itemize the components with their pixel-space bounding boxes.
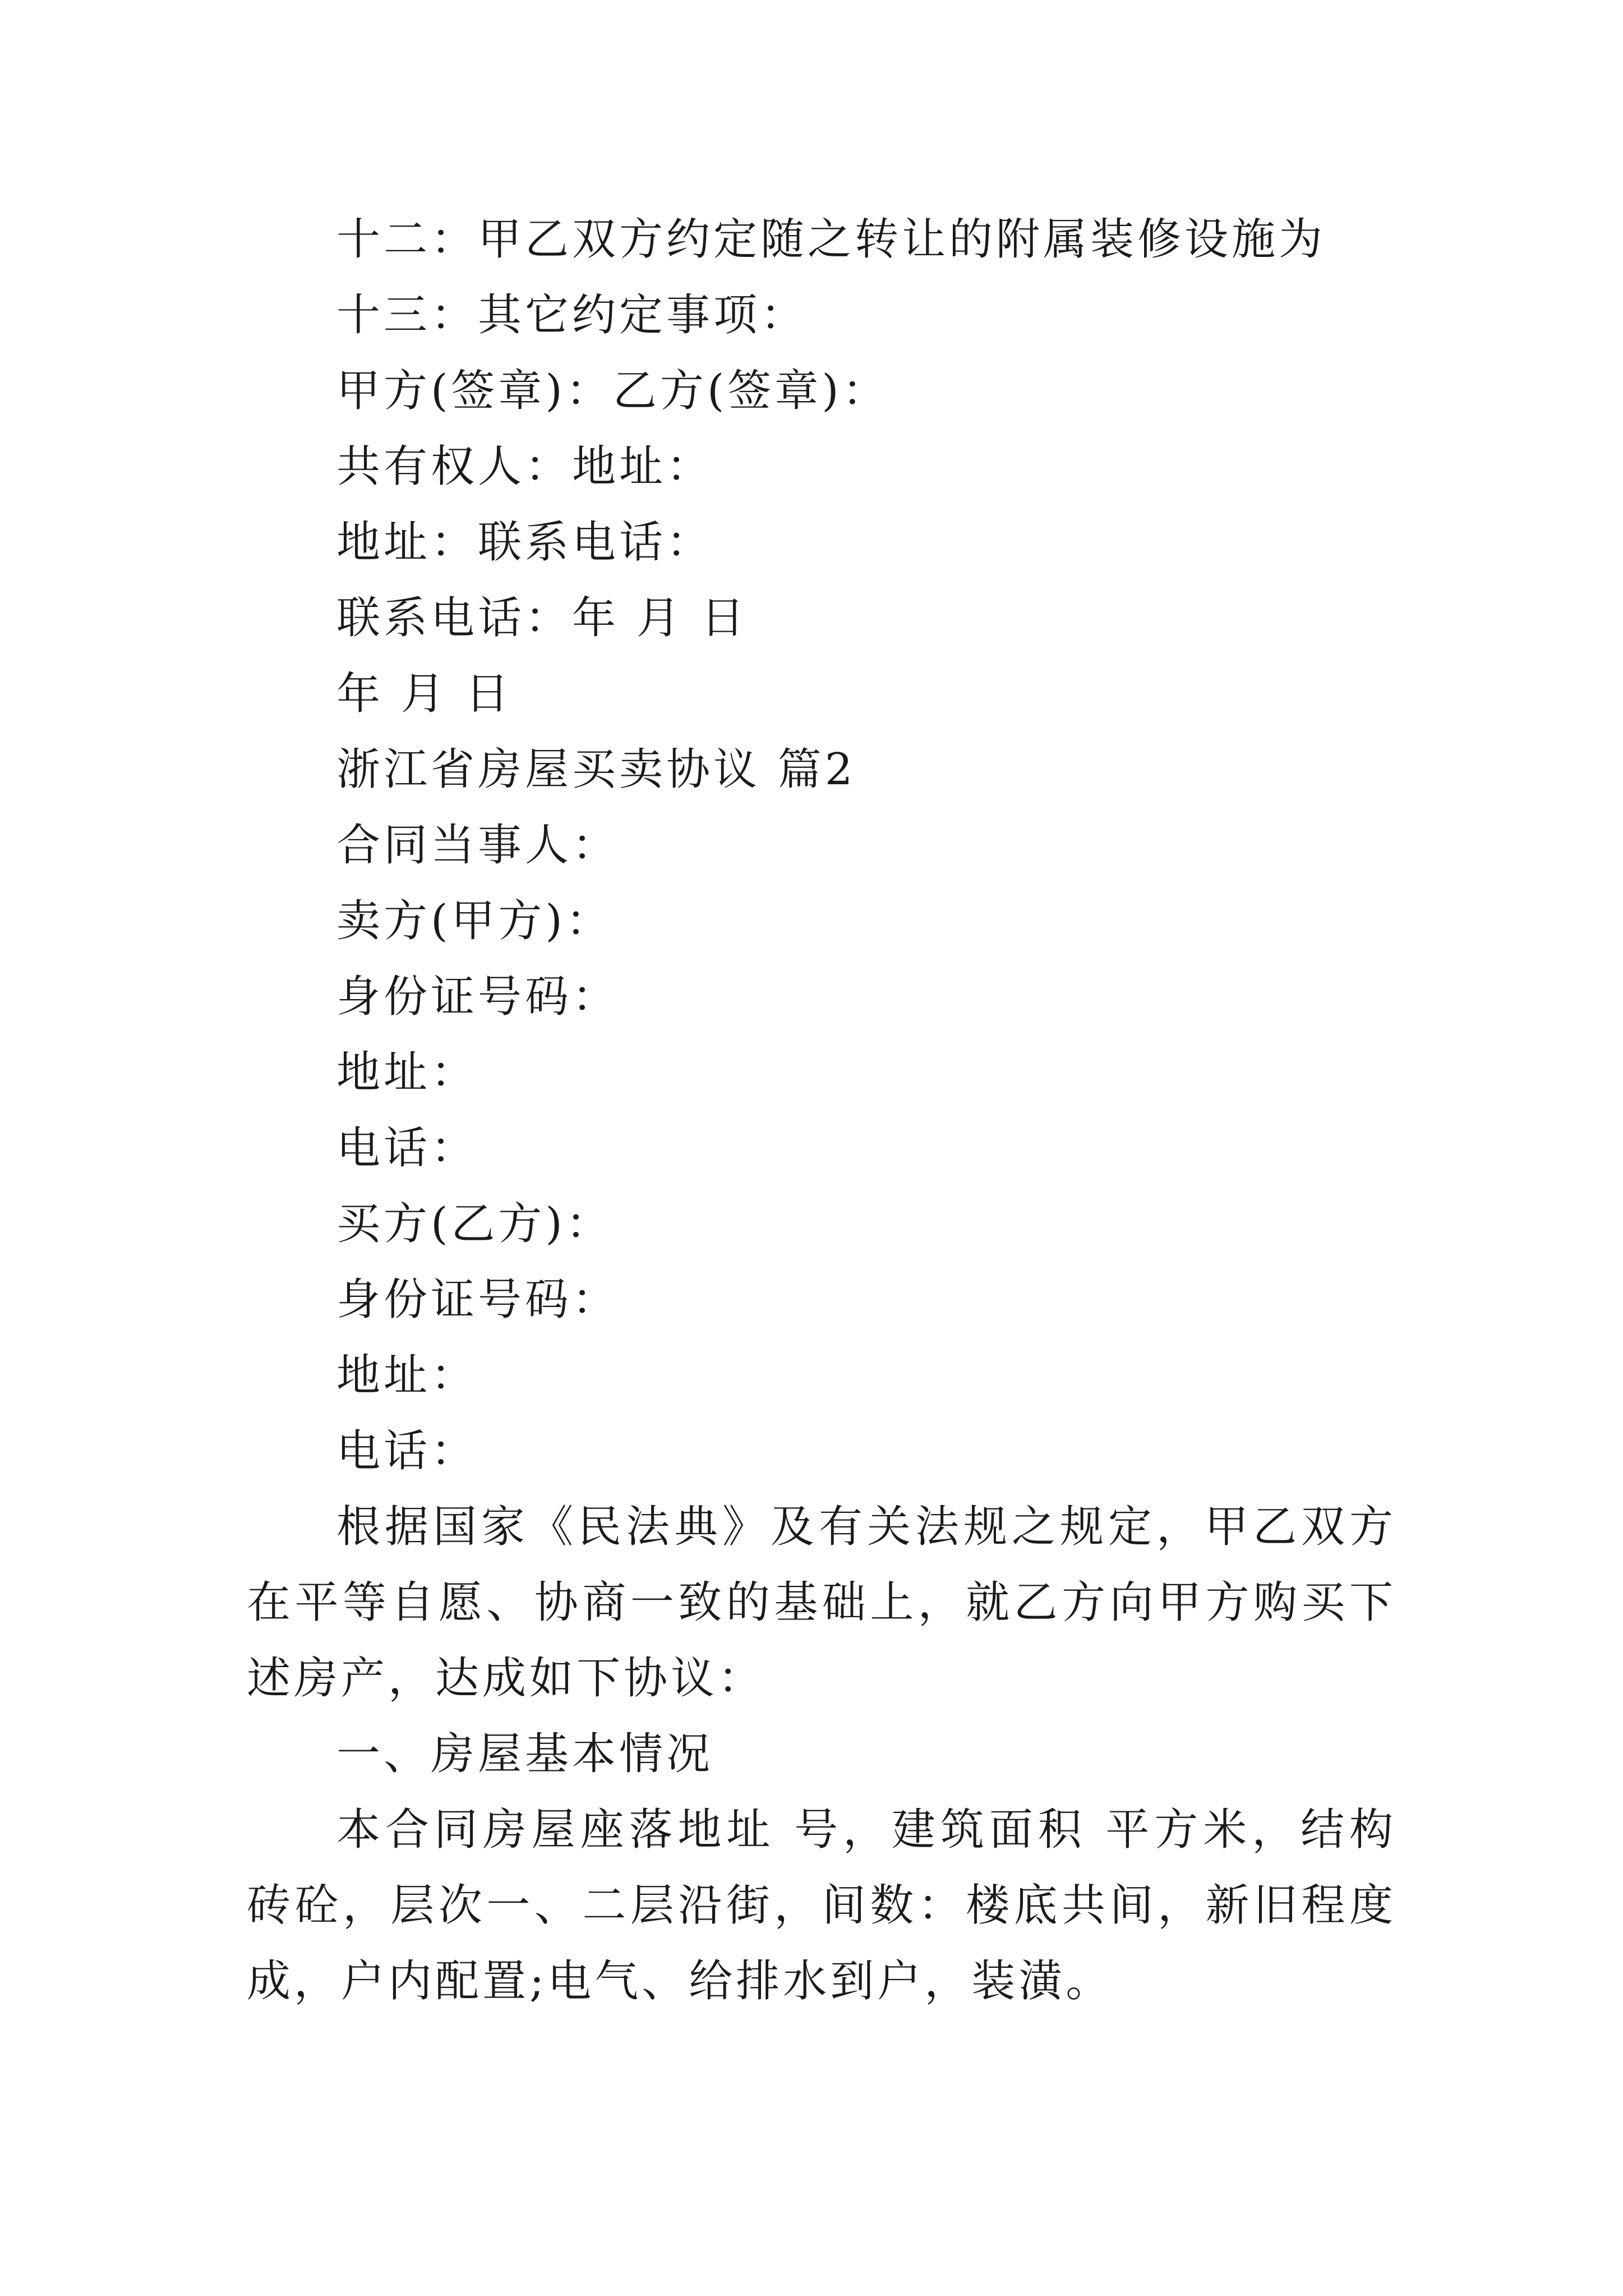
signature-line: 甲方(签章)：乙方(签章)： xyxy=(336,366,889,416)
seller-label: 卖方(甲方)： xyxy=(336,896,613,946)
buyer-phone-label: 电话： xyxy=(336,1426,478,1476)
seller-address-label: 地址： xyxy=(336,1047,478,1098)
address-phone-line: 地址：联系电话： xyxy=(336,517,714,568)
document-body xyxy=(247,202,1396,2019)
parties-label: 合同当事人： xyxy=(336,820,620,871)
agreement-preamble: 根据国家《民法典》及有关法规之规定，甲乙双方在平等自愿、协商一致的基础上，就乙方向甲方购买下述房产，达成如下协议： xyxy=(247,1502,1396,1704)
phone-date-line: 联系电话：年 月 日 xyxy=(336,593,748,643)
date-line: 年 月 日 xyxy=(336,669,513,719)
section-heading-1: 一、房屋基本情况 xyxy=(336,1729,714,1779)
clause-12: 十二：甲乙双方约定随之转让的附属装修设施为 xyxy=(336,214,1326,265)
buyer-address-label: 地址： xyxy=(336,1350,478,1401)
section-title: 浙江省房屋买卖协议 篇2 xyxy=(336,744,856,795)
buyer-label: 买方(乙方)： xyxy=(336,1199,613,1249)
clause-13: 十三：其它约定事项： xyxy=(336,290,808,341)
seller-phone-label: 电话： xyxy=(336,1123,478,1174)
property-description: 本合同房屋座落地址 号，建筑面积 平方米，结构砖砼，层次一、二层沿街，间数：楼底共间，新旧程度成，户内配置;电气、给排水到户，装潢。 xyxy=(247,1805,1396,2007)
co-owner-line: 共有权人：地址： xyxy=(336,441,714,492)
seller-id-label: 身份证号码： xyxy=(336,972,620,1022)
buyer-id-label: 身份证号码： xyxy=(336,1274,620,1325)
